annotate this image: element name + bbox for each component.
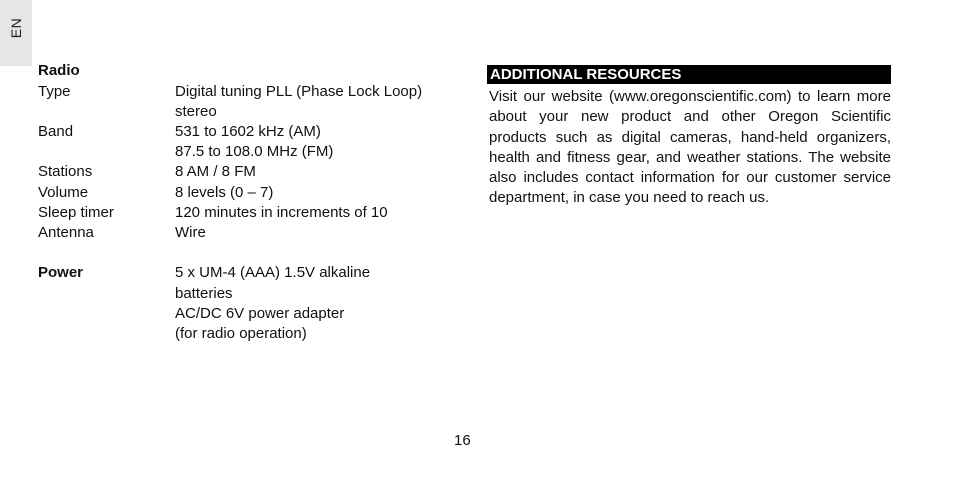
antenna-value: Wire <box>175 224 206 241</box>
page-number: 16 <box>454 432 471 449</box>
volume-value: 8 levels (0 – 7) <box>175 184 274 201</box>
sleep-timer-value: 120 minutes in increments of 10 <box>175 204 388 221</box>
band-value-fm: 87.5 to 108.0 MHz (FM) <box>175 143 334 160</box>
type-value: Digital tuning PLL (Phase Lock Loop) <box>175 83 423 100</box>
power-value-batteries-cont: batteries <box>175 285 233 302</box>
type-value-cont: stereo <box>175 103 217 120</box>
sleep-timer-label: Sleep timer <box>38 204 114 221</box>
band-label: Band <box>38 123 74 140</box>
language-tab <box>0 0 32 66</box>
stations-label: Stations <box>38 163 93 180</box>
power-value-adapter-note: (for radio operation) <box>175 325 307 342</box>
radio-heading: Radio <box>38 62 80 79</box>
antenna-label: Antenna <box>38 224 94 241</box>
volume-label: Volume <box>38 184 89 201</box>
additional-resources-body: Visit our website (www.oregonscientific.com) to learn more about your new product and other Oregon Scientific products such as digital cameras, hand-held organizers, health and fitness gear, and weather stations. The website also includes contact information for our customer service department, in case you need to reach us. <box>489 88 891 207</box>
additional-resources-title: ADDITIONAL RESOURCES <box>490 66 682 83</box>
band-value-am: 531 to 1602 kHz (AM) <box>175 123 321 140</box>
power-value-adapter: AC/DC 6V power adapter <box>175 305 345 322</box>
type-label: Type <box>38 83 71 100</box>
language-tab-label: EN <box>8 17 24 39</box>
power-value-batteries: 5 x UM-4 (AAA) 1.5V alkaline <box>175 264 371 281</box>
additional-resources-header <box>487 65 891 84</box>
stations-value: 8 AM / 8 FM <box>175 163 256 180</box>
power-heading: Power <box>38 264 84 281</box>
